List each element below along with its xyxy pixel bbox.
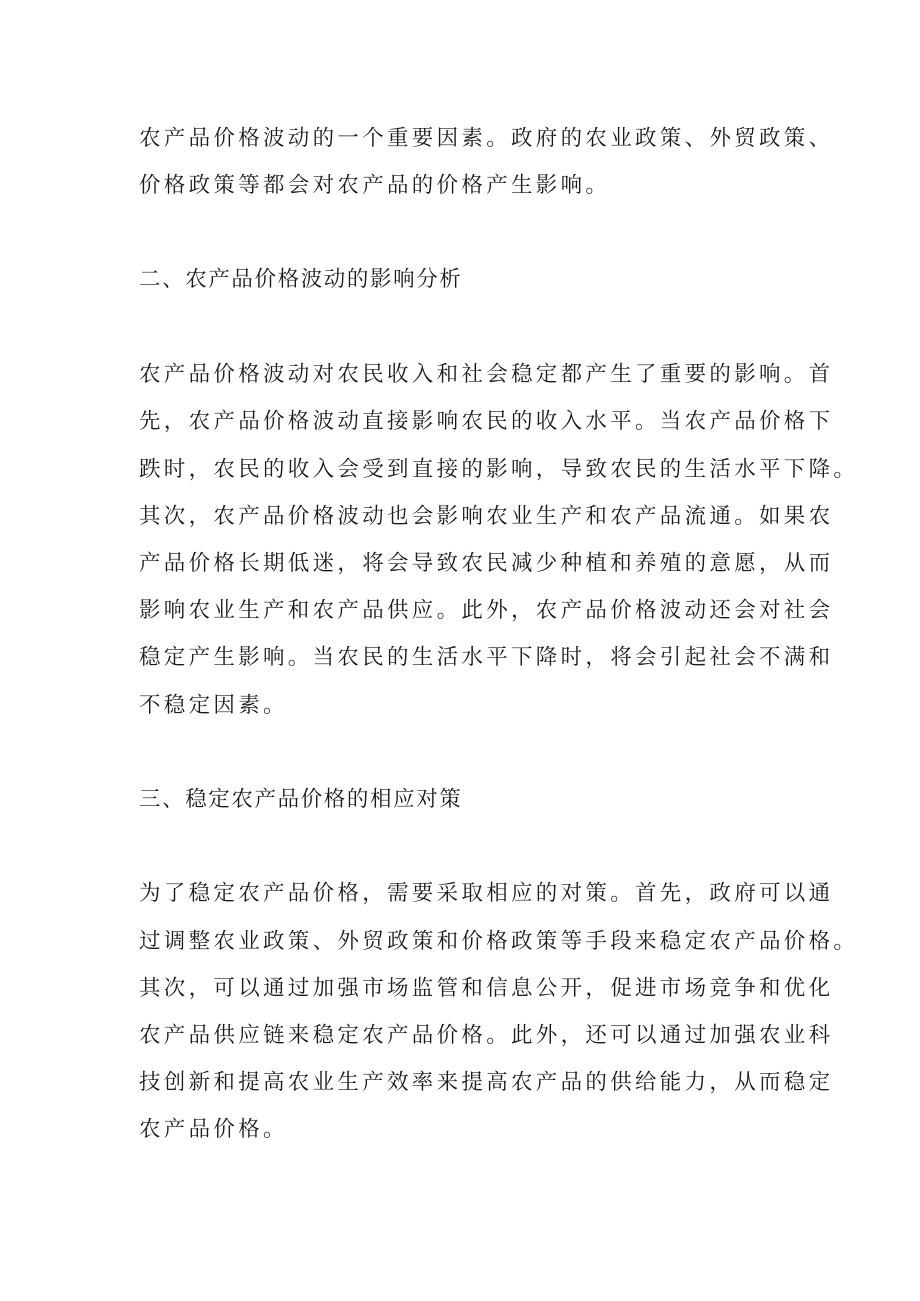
paragraph-line: 价格政策等都会对农产品的价格产生影响。 [139,173,611,198]
paragraph-line: 农产品供应链来稳定农产品价格。此外，还可以通过加强农业科 [139,1023,834,1048]
paragraph-line: 跌时，农民的收入会受到直接的影响，导致农民的生活水平下降。 [139,457,859,482]
paragraph-line: 稳定产生影响。当农民的生活水平下降时，将会引起社会不满和 [139,645,834,670]
paragraph-line: 其次，可以通过加强市场监管和信息公开，促进市场竞争和优化 [139,976,834,1001]
section-heading-3: 三、稳定农产品价格的相应对策 [139,787,463,812]
paragraph-line: 农产品价格波动对农民收入和社会稳定都产生了重要的影响。首 [139,362,834,387]
section-heading-2: 二、农产品价格波动的影响分析 [139,267,463,292]
paragraph-line: 产品价格长期低迷，将会导致农民减少种植和养殖的意愿，从而 [139,551,834,576]
paragraph-line: 技创新和提高农业生产效率来提高农产品的供给能力，从而稳定 [139,1070,834,1095]
paragraph-line: 过调整农业政策、外贸政策和价格政策等手段来稳定农产品价格。 [139,929,859,954]
paragraph-line: 农产品价格波动的一个重要因素。政府的农业政策、外贸政策、 [139,126,834,151]
paragraph-line: 其次，农产品价格波动也会影响农业生产和农产品流通。如果农 [139,504,834,529]
paragraph-line: 农产品价格。 [139,1117,288,1142]
paragraph-line: 影响农业生产和农产品供应。此外，农产品价格波动还会对社会 [139,598,834,623]
paragraph-line: 不稳定因素。 [139,693,288,718]
paragraph-line: 先，农产品价格波动直接影响农民的收入水平。当农产品价格下 [139,409,834,434]
paragraph-line: 为了稳定农产品价格，需要采取相应的对策。首先，政府可以通 [139,881,834,906]
